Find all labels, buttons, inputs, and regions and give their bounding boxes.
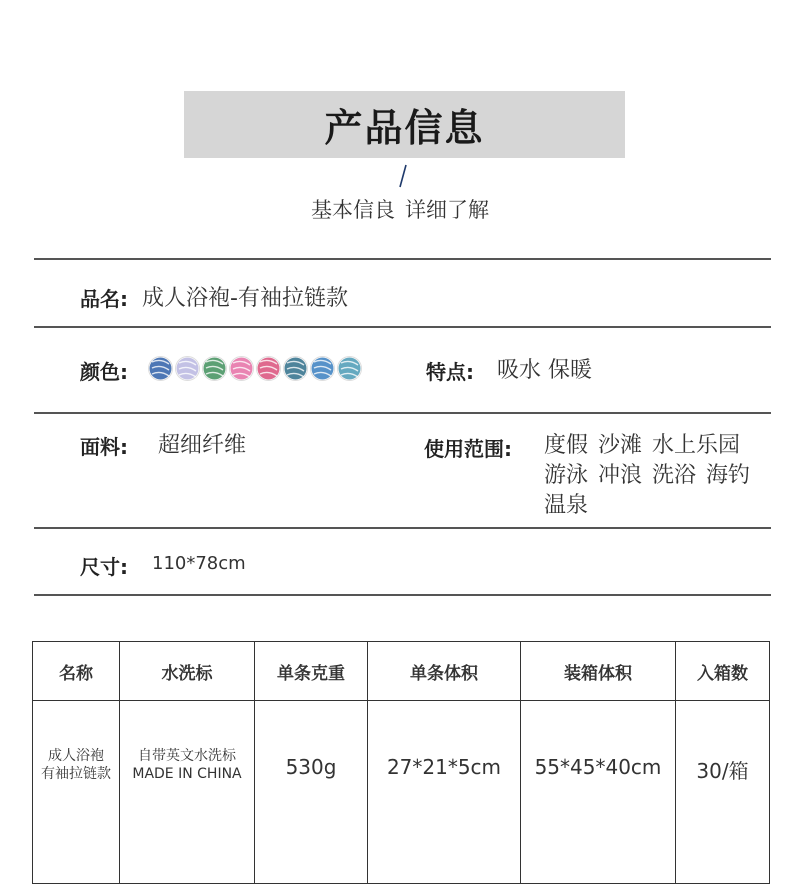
header-box-count: 入箱数 (676, 642, 770, 701)
cell-name-line1: 成人浴袍 (48, 748, 104, 764)
usage-item: 游泳 (544, 463, 589, 488)
cell-unit-volume: 27*21*5cm (368, 701, 521, 884)
pink-flamingo-pattern-icon (229, 356, 254, 381)
divider-line (34, 258, 771, 260)
cell-name (33, 701, 120, 884)
usage-item: 温泉 (544, 493, 589, 518)
usage-item: 海钓 (706, 463, 751, 488)
fabric-value: 超细纤维 (158, 433, 247, 458)
fabric-label: 面料: (80, 435, 128, 459)
subtitle (0, 194, 800, 224)
size-label: 尺寸: (80, 555, 128, 579)
cell-weight: 530g (255, 701, 368, 884)
subtitle-right: 详细了解 (405, 198, 489, 222)
divider-line (34, 412, 771, 414)
cell-name-line2: 有袖拉链款 (41, 766, 111, 782)
features-value: 吸水 保暖 (497, 358, 592, 383)
usage-item: 洗浴 (652, 463, 697, 488)
usage-item: 冲浪 (598, 463, 643, 488)
usage-line (544, 491, 750, 521)
blue-pineapple-pattern-icon (310, 356, 335, 381)
cell-wash-line2: MADE IN CHINA (132, 766, 242, 782)
divider-line (34, 594, 771, 596)
product-name-value: 成人浴袍-有袖拉链款 (142, 286, 348, 311)
pink-floral-pattern-icon (256, 356, 281, 381)
header-weight: 单条克重 (255, 642, 368, 701)
subtitle-left: 基本信良 (311, 198, 395, 222)
lilac-marble-pattern-icon (175, 356, 200, 381)
title-banner (184, 91, 625, 158)
header-unit-volume: 单条体积 (368, 642, 521, 701)
slash-divider-icon (399, 164, 407, 188)
usage-item: 水上乐园 (652, 433, 741, 458)
green-leaf-pattern-icon (202, 356, 227, 381)
usage-item: 沙滩 (598, 433, 643, 458)
header-wash-label: 水洗标 (120, 642, 255, 701)
cell-wash-line1: 自带英文水洗标 (138, 748, 236, 764)
teal-palm-pattern-icon (283, 356, 308, 381)
page-title: 产品信息 (324, 106, 485, 150)
colors-label: 颜色: (80, 360, 128, 384)
product-name-label: 品名: (80, 287, 128, 311)
table-row (33, 701, 770, 884)
usage-label: 使用范围: (424, 437, 512, 461)
features-label: 特点: (426, 360, 474, 384)
header-name: 名称 (33, 642, 120, 701)
usage-list (544, 431, 750, 521)
divider-line (34, 326, 771, 328)
cell-box-volume: 55*45*40cm (521, 701, 676, 884)
turtle-pattern-icon (337, 356, 362, 381)
blue-floral-pattern-icon (148, 356, 173, 381)
table-header-row (33, 642, 770, 701)
usage-item: 度假 (544, 433, 589, 458)
size-value: 110*78cm (152, 553, 246, 574)
spec-table (32, 641, 770, 884)
cell-wash-label (120, 701, 255, 884)
usage-line (544, 431, 750, 461)
divider-line (34, 527, 771, 529)
cell-box-count: 30/箱 (676, 701, 770, 884)
color-swatches (148, 356, 362, 381)
header-box-volume: 装箱体积 (521, 642, 676, 701)
usage-line (544, 461, 750, 491)
